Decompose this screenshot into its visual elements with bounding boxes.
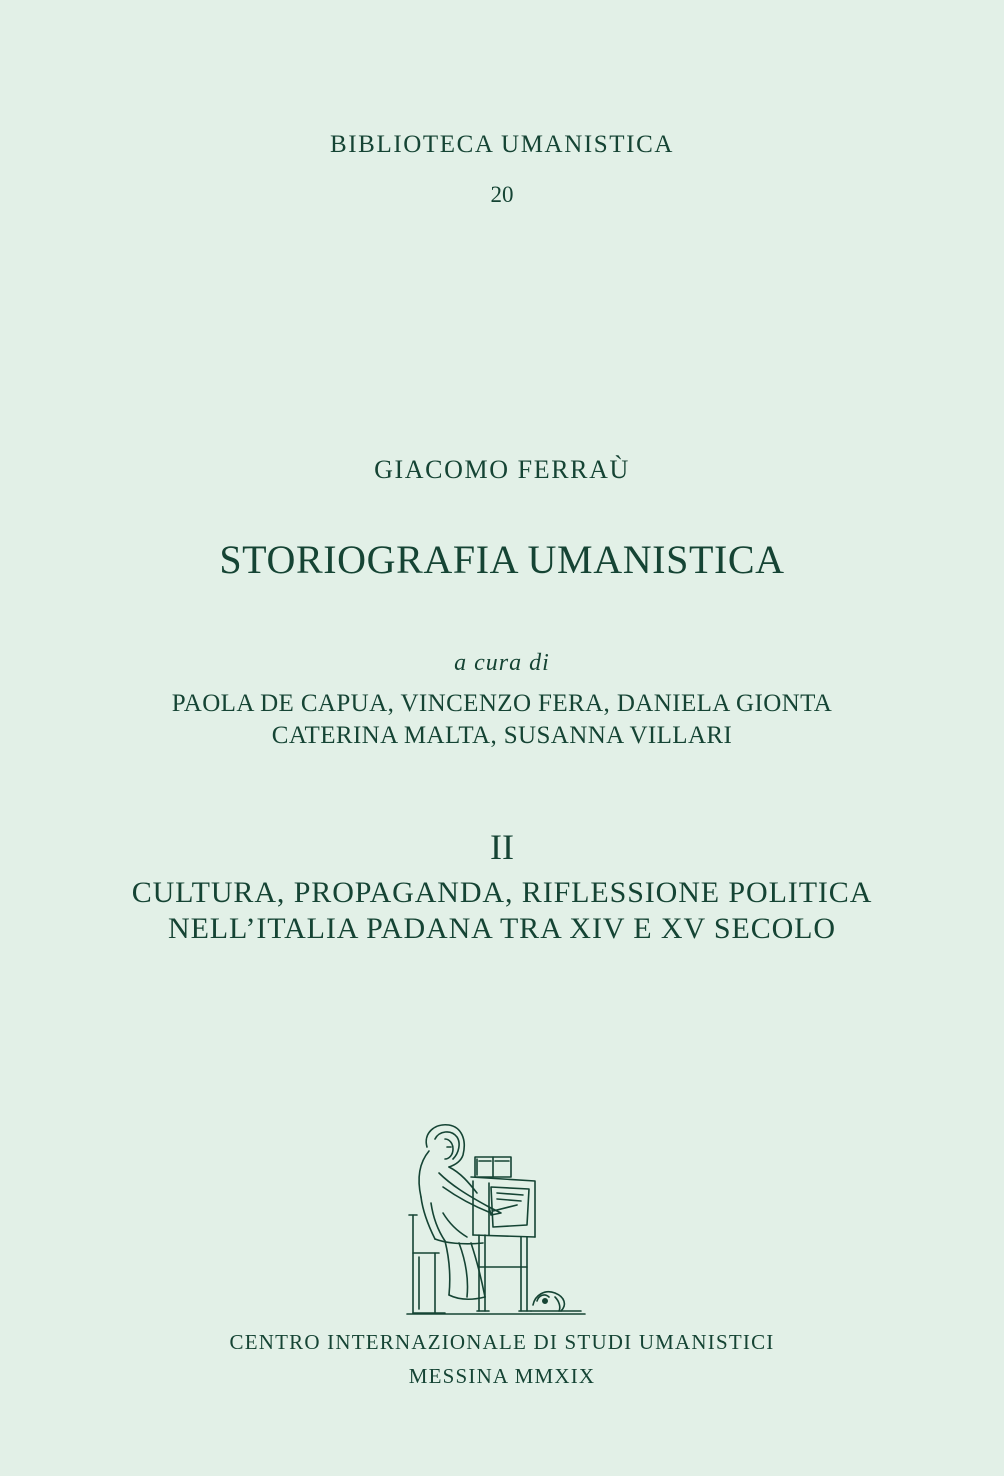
scribe-at-desk-illustration (405, 1117, 605, 1317)
series-number: 20 (490, 182, 514, 207)
volume-subtitle-line-2: NELL’ITALIA PADANA TRA XIV E XV SECOLO (168, 912, 836, 945)
editors-intro: a cura di (454, 650, 550, 676)
publisher-name: CENTRO INTERNAZIONALE DI STUDI UMANISTICI (229, 1330, 775, 1354)
editors-line-2: CATERINA MALTA, SUSANNA VILLARI (271, 722, 733, 749)
series-title: BIBLIOTECA UMANISTICA (329, 131, 674, 158)
book-title: STORIOGRAFIA UMANISTICA (219, 537, 785, 582)
volume-number: II (490, 827, 514, 867)
volume-subtitle-line-1: CULTURA, PROPAGANDA, RIFLESSIONE POLITICA (131, 876, 873, 909)
author-name: GIACOMO FERRAÙ (374, 455, 630, 484)
publisher-place-year: MESSINA MMXIX (408, 1364, 596, 1388)
editors-line-1: PAOLA DE CAPUA, VINCENZO FERA, DANIELA GIONTA (171, 690, 833, 717)
